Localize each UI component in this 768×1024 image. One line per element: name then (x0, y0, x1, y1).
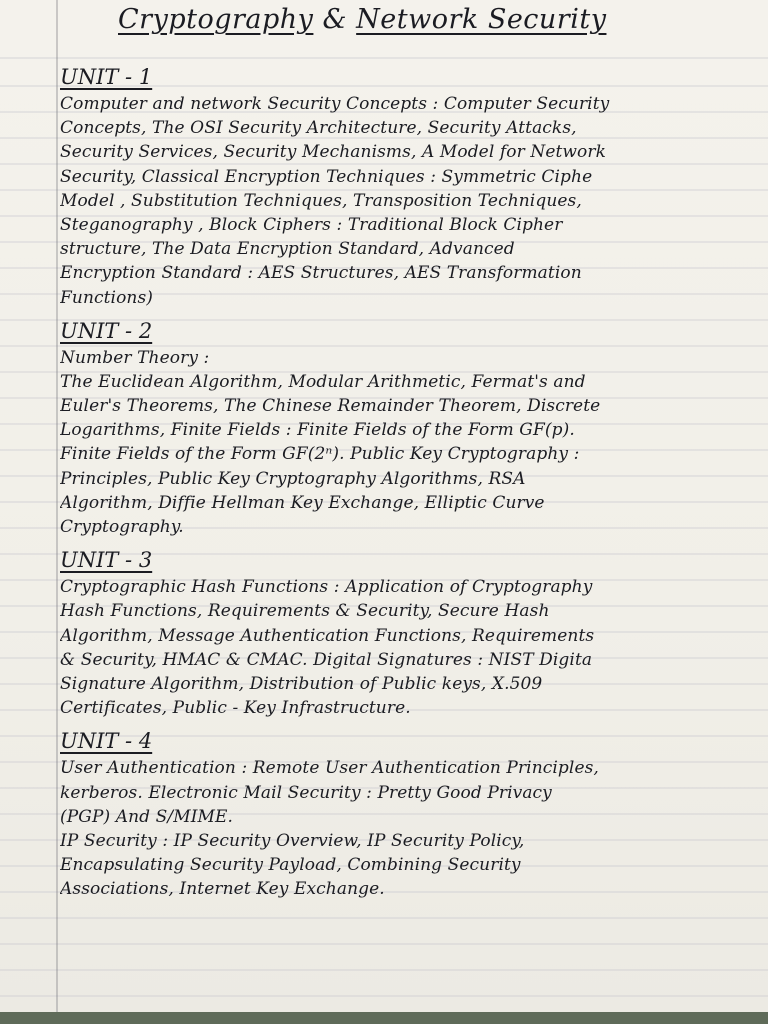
unit-line: (PGP) And S/MIME. (60, 806, 234, 827)
unit-line: Encryption Standard : AES Structures, AES Transformation (60, 263, 582, 284)
syllabus-content (60, 62, 760, 901)
title-ampersand: & (322, 4, 348, 35)
unit-line: User Authentication : Remote User Authentication Principles, (60, 758, 599, 779)
unit-line: Concepts, The OSI Security Architecture, Security Attacks, (60, 118, 577, 139)
unit-line: Model , Substitution Techniques, Transposition Techniques, (60, 190, 582, 211)
unit-line: The Euclidean Algorithm, Modular Arithmetic, Fermat's and (60, 371, 586, 392)
unit-line: Number Theory : (60, 347, 210, 368)
unit-line: Security Services, Security Mechanisms, A Model for Network (60, 142, 607, 163)
margin-line (56, 0, 58, 1024)
unit-line: IP Security : IP Security Overview, IP Security Policy, (60, 830, 525, 851)
unit-line: Euler's Theorems, The Chinese Remainder Theorem, Discrete (60, 396, 601, 417)
unit-line: kerberos. Electronic Mail Security : Pretty Good Privacy (60, 782, 552, 803)
unit-4 (60, 726, 760, 901)
unit-heading: UNIT - 4 (60, 729, 153, 754)
unit-heading: UNIT - 2 (60, 318, 153, 343)
page-edge-background (0, 1012, 768, 1024)
page-title (118, 4, 606, 35)
unit-line: Signature Algorithm, Distribution of Public keys, X.509 (60, 673, 543, 694)
unit-line: Encapsulating Security Payload, Combining Security (60, 855, 521, 876)
unit-heading: UNIT - 1 (60, 65, 153, 89)
title-part-2: Network Security (356, 4, 607, 35)
title-part-1: Cryptography (118, 4, 314, 35)
unit-line: Algorithm, Message Authentication Functions, Requirements (60, 625, 595, 646)
unit-1 (60, 62, 760, 310)
unit-line: Finite Fields of the Form GF(2ⁿ). Public Key Cryptography : (60, 444, 580, 465)
unit-line: Functions) (60, 287, 154, 308)
unit-line: Steganography , Block Ciphers : Traditional Block Cipher (60, 214, 563, 235)
unit-line: Algorithm, Diffie Hellman Key Exchange, Elliptic Curve (60, 492, 545, 513)
unit-3 (60, 545, 760, 720)
unit-line: Cryptography. (60, 517, 184, 537)
unit-line: Certificates, Public - Key Infrastructure. (60, 698, 411, 719)
unit-heading: UNIT - 3 (60, 548, 153, 573)
unit-line: Associations, Internet Key Exchange. (60, 879, 385, 900)
unit-line: Computer and network Security Concepts : Computer Security (60, 94, 610, 114)
unit-line: Security, Classical Encryption Techniques : Symmetric Ciphe (60, 166, 593, 187)
unit-line: Principles, Public Key Cryptography Algorithms, RSA (60, 468, 526, 489)
unit-line: Cryptographic Hash Functions : Application of Cryptography (60, 577, 593, 598)
unit-2 (60, 316, 760, 540)
unit-line: Logarithms, Finite Fields : Finite Fields of the Form GF(p). (60, 420, 575, 441)
unit-line: Hash Functions, Requirements & Security, Secure Hash (60, 601, 550, 622)
unit-line: structure, The Data Encryption Standard, Advanced (60, 239, 515, 260)
unit-line: & Security, HMAC & CMAC. Digital Signatures : NIST Digita (60, 649, 593, 670)
